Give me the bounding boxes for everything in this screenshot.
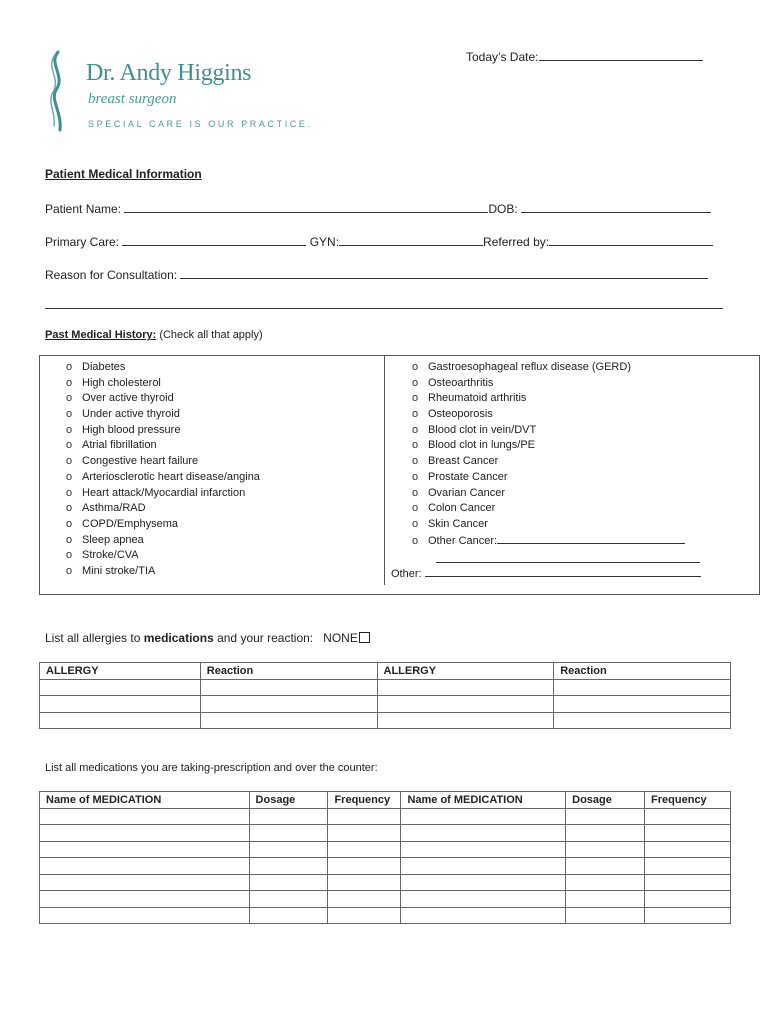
history-other-label: Other: [391, 568, 422, 580]
history-item[interactable] [66, 438, 260, 454]
table-cell-input[interactable] [40, 712, 201, 729]
table-row [40, 808, 731, 825]
history-item[interactable] [66, 533, 260, 549]
history-item[interactable] [412, 391, 685, 407]
table-cell-input[interactable] [249, 858, 328, 875]
history-list-left [66, 360, 260, 580]
none-checkbox[interactable] [359, 632, 370, 643]
table-cell-input[interactable] [566, 907, 645, 924]
column-header: Dosage [249, 792, 328, 809]
history-item-label: Osteoporosis [428, 408, 493, 421]
table-row [40, 679, 731, 696]
history-divider [384, 355, 385, 585]
checkbox-bullet-icon[interactable]: o [412, 439, 419, 452]
reason-label: Reason for Consultation: [45, 268, 178, 282]
checkbox-bullet-icon[interactable]: o [66, 439, 73, 452]
table-cell-input[interactable] [40, 679, 201, 696]
none-label: NONE [323, 631, 358, 645]
table-cell-input[interactable] [328, 808, 401, 825]
history-other-input[interactable] [425, 566, 701, 577]
history-item-label: Blood clot in vein/DVT [428, 423, 537, 436]
table-cell-input[interactable] [566, 808, 645, 825]
checkbox-bullet-icon[interactable]: o [66, 517, 73, 530]
history-other-row [391, 566, 701, 580]
table-cell-input[interactable] [328, 858, 401, 875]
other-cancer-input-continued[interactable] [436, 552, 700, 563]
checkbox-bullet-icon[interactable]: o [66, 564, 73, 577]
reason-input-continued[interactable] [45, 298, 723, 309]
history-item[interactable] [66, 454, 260, 470]
table-cell-input[interactable] [328, 907, 401, 924]
table-cell-input[interactable] [645, 825, 731, 842]
history-item-label: Rheumatoid arthritis [428, 392, 527, 405]
history-item[interactable] [66, 360, 260, 376]
table-row [40, 825, 731, 842]
primary-care-input[interactable] [122, 233, 306, 246]
table-header-row [40, 792, 731, 809]
history-item-label: Asthma/RAD [82, 502, 146, 515]
column-header: Frequency [645, 792, 731, 809]
table-cell-input[interactable] [377, 679, 554, 696]
table-cell-input[interactable] [566, 858, 645, 875]
referred-by-label: Referred by: [483, 235, 550, 249]
checkbox-bullet-icon[interactable]: o [66, 549, 73, 562]
history-item-label: Diabetes [82, 361, 126, 373]
history-item[interactable] [66, 407, 260, 423]
table-cell-input[interactable] [566, 891, 645, 908]
history-title-text: Past Medical History: [45, 329, 157, 341]
table-cell-input[interactable] [249, 874, 328, 891]
history-item[interactable] [66, 423, 260, 439]
table-cell-input[interactable] [249, 891, 328, 908]
history-item[interactable] [412, 501, 685, 517]
table-cell-input[interactable] [249, 841, 328, 858]
referred-by-input[interactable] [549, 233, 713, 246]
table-cell-input[interactable] [40, 874, 250, 891]
table-cell-input[interactable] [401, 907, 566, 924]
table-cell-input[interactable] [566, 874, 645, 891]
table-cell-input[interactable] [40, 841, 250, 858]
column-header: Name of MEDICATION [401, 792, 566, 809]
allergies-intro-suffix: and your reaction: [213, 631, 314, 645]
table-row [40, 874, 731, 891]
history-item-label: Heart attack/Myocardial infarction [82, 486, 246, 499]
table-cell-input[interactable] [566, 841, 645, 858]
primary-care-label: Primary Care: [45, 235, 120, 249]
dob-label: DOB: [488, 202, 518, 216]
table-cell-input[interactable] [401, 858, 566, 875]
table-cell-input[interactable] [645, 891, 731, 908]
history-item-label: COPD/Emphysema [82, 517, 178, 530]
history-item-label: Atrial fibrillation [82, 439, 157, 452]
logo-name: Dr. Andy Higgins [86, 60, 252, 86]
reason-input[interactable] [180, 266, 708, 279]
checkbox-bullet-icon[interactable]: o [412, 486, 419, 499]
checkbox-bullet-icon[interactable]: o [66, 470, 73, 483]
table-cell-input[interactable] [554, 679, 731, 696]
history-item[interactable] [66, 376, 260, 392]
table-row [40, 696, 731, 713]
table-cell-input[interactable] [200, 679, 377, 696]
table-cell-input[interactable] [249, 808, 328, 825]
table-cell-input[interactable] [328, 825, 401, 842]
history-item-label: Blood clot in lungs/PE [428, 439, 536, 452]
checkbox-bullet-icon[interactable]: o [412, 376, 419, 389]
table-cell-input[interactable] [645, 808, 731, 825]
table-header-row [40, 663, 731, 680]
checkbox-bullet-icon[interactable]: o [66, 361, 73, 373]
medications-intro: List all medications you are taking-prescription and over the counter: [45, 762, 378, 774]
medications-table [39, 791, 731, 924]
table-cell-input[interactable] [200, 712, 377, 729]
todays-date-input[interactable] [539, 48, 703, 61]
checkbox-bullet-icon[interactable]: o [66, 423, 73, 436]
history-item-label: Mini stroke/TIA [82, 564, 156, 577]
table-cell-input[interactable] [377, 712, 554, 729]
logo-tagline: SPECIAL CARE IS OUR PRACTICE. [88, 119, 313, 129]
checkbox-bullet-icon[interactable]: o [66, 486, 73, 499]
care-row [45, 233, 713, 249]
checkbox-bullet-icon[interactable]: o [412, 392, 419, 405]
table-cell-input[interactable] [40, 825, 250, 842]
history-item-label: Osteoarthritis [428, 376, 494, 389]
table-cell-input[interactable] [401, 808, 566, 825]
history-item[interactable] [412, 533, 685, 549]
history-title [45, 329, 263, 341]
history-item-label: Sleep apnea [82, 533, 144, 546]
allergies-intro [45, 631, 370, 645]
history-item-label: High blood pressure [82, 423, 181, 436]
patient-name-input[interactable] [124, 200, 488, 213]
todays-date-label: Today’s Date: [466, 50, 539, 64]
checkbox-bullet-icon[interactable]: o [66, 533, 73, 546]
column-header: ALLERGY [40, 663, 201, 680]
table-cell-input[interactable] [377, 696, 554, 713]
table-cell-input[interactable] [401, 825, 566, 842]
history-item[interactable] [412, 376, 685, 392]
table-cell-input[interactable] [40, 907, 250, 924]
history-item[interactable] [66, 470, 260, 486]
history-item[interactable] [66, 517, 260, 533]
checkbox-bullet-icon[interactable]: o [66, 408, 73, 421]
table-cell-input[interactable] [40, 808, 250, 825]
column-header: Name of MEDICATION [40, 792, 250, 809]
column-header: Reaction [200, 663, 377, 680]
table-cell-input[interactable] [401, 891, 566, 908]
checkbox-bullet-icon[interactable]: o [412, 423, 419, 436]
column-header: ALLERGY [377, 663, 554, 680]
checkbox-bullet-icon[interactable]: o [66, 502, 73, 515]
logo-subtitle: breast surgeon [88, 91, 177, 107]
history-item-label: Over active thyroid [82, 392, 174, 405]
history-item-label: Skin Cancer [428, 517, 488, 530]
table-cell-input[interactable] [554, 696, 731, 713]
column-header: Dosage [566, 792, 645, 809]
table-row [40, 841, 731, 858]
table-cell-input[interactable] [40, 891, 250, 908]
checkbox-bullet-icon[interactable]: o [412, 517, 419, 530]
history-item[interactable] [412, 470, 685, 486]
table-cell-input[interactable] [645, 841, 731, 858]
table-cell-input[interactable] [645, 858, 731, 875]
table-cell-input[interactable] [40, 696, 201, 713]
table-cell-input[interactable] [328, 891, 401, 908]
checkbox-bullet-icon[interactable]: o [66, 455, 73, 468]
history-item[interactable] [66, 548, 260, 564]
dob-input[interactable] [521, 200, 711, 213]
history-item[interactable] [66, 501, 260, 517]
history-item-label: Gastroesophageal reflux disease (GERD) [428, 361, 631, 373]
table-cell-input[interactable] [645, 907, 731, 924]
logo-ribbon-icon [44, 50, 72, 132]
history-item-label: Congestive heart failure [82, 455, 199, 468]
reason-row [45, 266, 708, 282]
history-list-right [412, 360, 685, 548]
checkbox-bullet-icon[interactable]: o [412, 408, 419, 421]
table-cell-input[interactable] [401, 874, 566, 891]
checkbox-bullet-icon[interactable]: o [412, 361, 419, 373]
history-item[interactable] [412, 407, 685, 423]
gyn-label: GYN: [309, 235, 340, 249]
history-item[interactable] [66, 486, 260, 502]
table-row [40, 858, 731, 875]
history-item-label: Colon Cancer [428, 502, 496, 515]
table-cell-input[interactable] [249, 907, 328, 924]
history-item-label: Breast Cancer [428, 455, 499, 468]
history-item[interactable] [412, 486, 685, 502]
table-row [40, 891, 731, 908]
history-item[interactable] [412, 517, 685, 533]
history-item-label: Under active thyroid [82, 408, 180, 421]
table-cell-input[interactable] [566, 825, 645, 842]
checkbox-bullet-icon[interactable]: o [412, 470, 419, 483]
column-header: Reaction [554, 663, 731, 680]
table-cell-input[interactable] [328, 874, 401, 891]
checkbox-bullet-icon[interactable]: o [412, 502, 419, 515]
history-item[interactable] [66, 391, 260, 407]
checkbox-bullet-icon[interactable]: o [66, 392, 73, 405]
patient-name-row [45, 200, 711, 216]
history-instruction: (Check all that apply) [159, 329, 263, 341]
table-row [40, 907, 731, 924]
column-header: Frequency [328, 792, 401, 809]
history-item-label: Prostate Cancer [428, 470, 508, 483]
patient-name-label: Patient Name: [45, 202, 122, 216]
history-item[interactable] [412, 438, 685, 454]
history-item[interactable] [66, 564, 260, 580]
checkbox-bullet-icon[interactable]: o [412, 455, 419, 468]
checkbox-bullet-icon[interactable]: o [66, 376, 73, 389]
section-title: Patient Medical Information [45, 167, 202, 181]
allergies-intro-prefix: List all allergies to [45, 631, 144, 645]
table-cell-input[interactable] [200, 696, 377, 713]
history-item-label: Arteriosclerotic heart disease/angina [82, 470, 260, 483]
allergy-table [39, 662, 731, 729]
table-row [40, 712, 731, 729]
table-cell-input[interactable] [645, 874, 731, 891]
allergies-intro-bold: medications [143, 631, 214, 645]
history-item[interactable] [412, 360, 685, 376]
table-cell-input[interactable] [328, 841, 401, 858]
table-cell-input[interactable] [401, 841, 566, 858]
table-cell-input[interactable] [40, 858, 250, 875]
gyn-input[interactable] [339, 233, 483, 246]
table-cell-input[interactable] [554, 712, 731, 729]
table-cell-input[interactable] [249, 825, 328, 842]
todays-date-field [466, 48, 703, 64]
history-item[interactable] [412, 423, 685, 439]
history-item[interactable] [412, 454, 685, 470]
history-item-label: Stroke/CVA [82, 549, 139, 562]
checkbox-bullet-icon[interactable]: o [412, 534, 419, 547]
history-item-label: Other Cancer: [428, 534, 498, 547]
history-item-label: Ovarian Cancer [428, 486, 506, 499]
history-item-label: High cholesterol [82, 376, 161, 389]
other-cancer-input[interactable] [497, 533, 685, 544]
